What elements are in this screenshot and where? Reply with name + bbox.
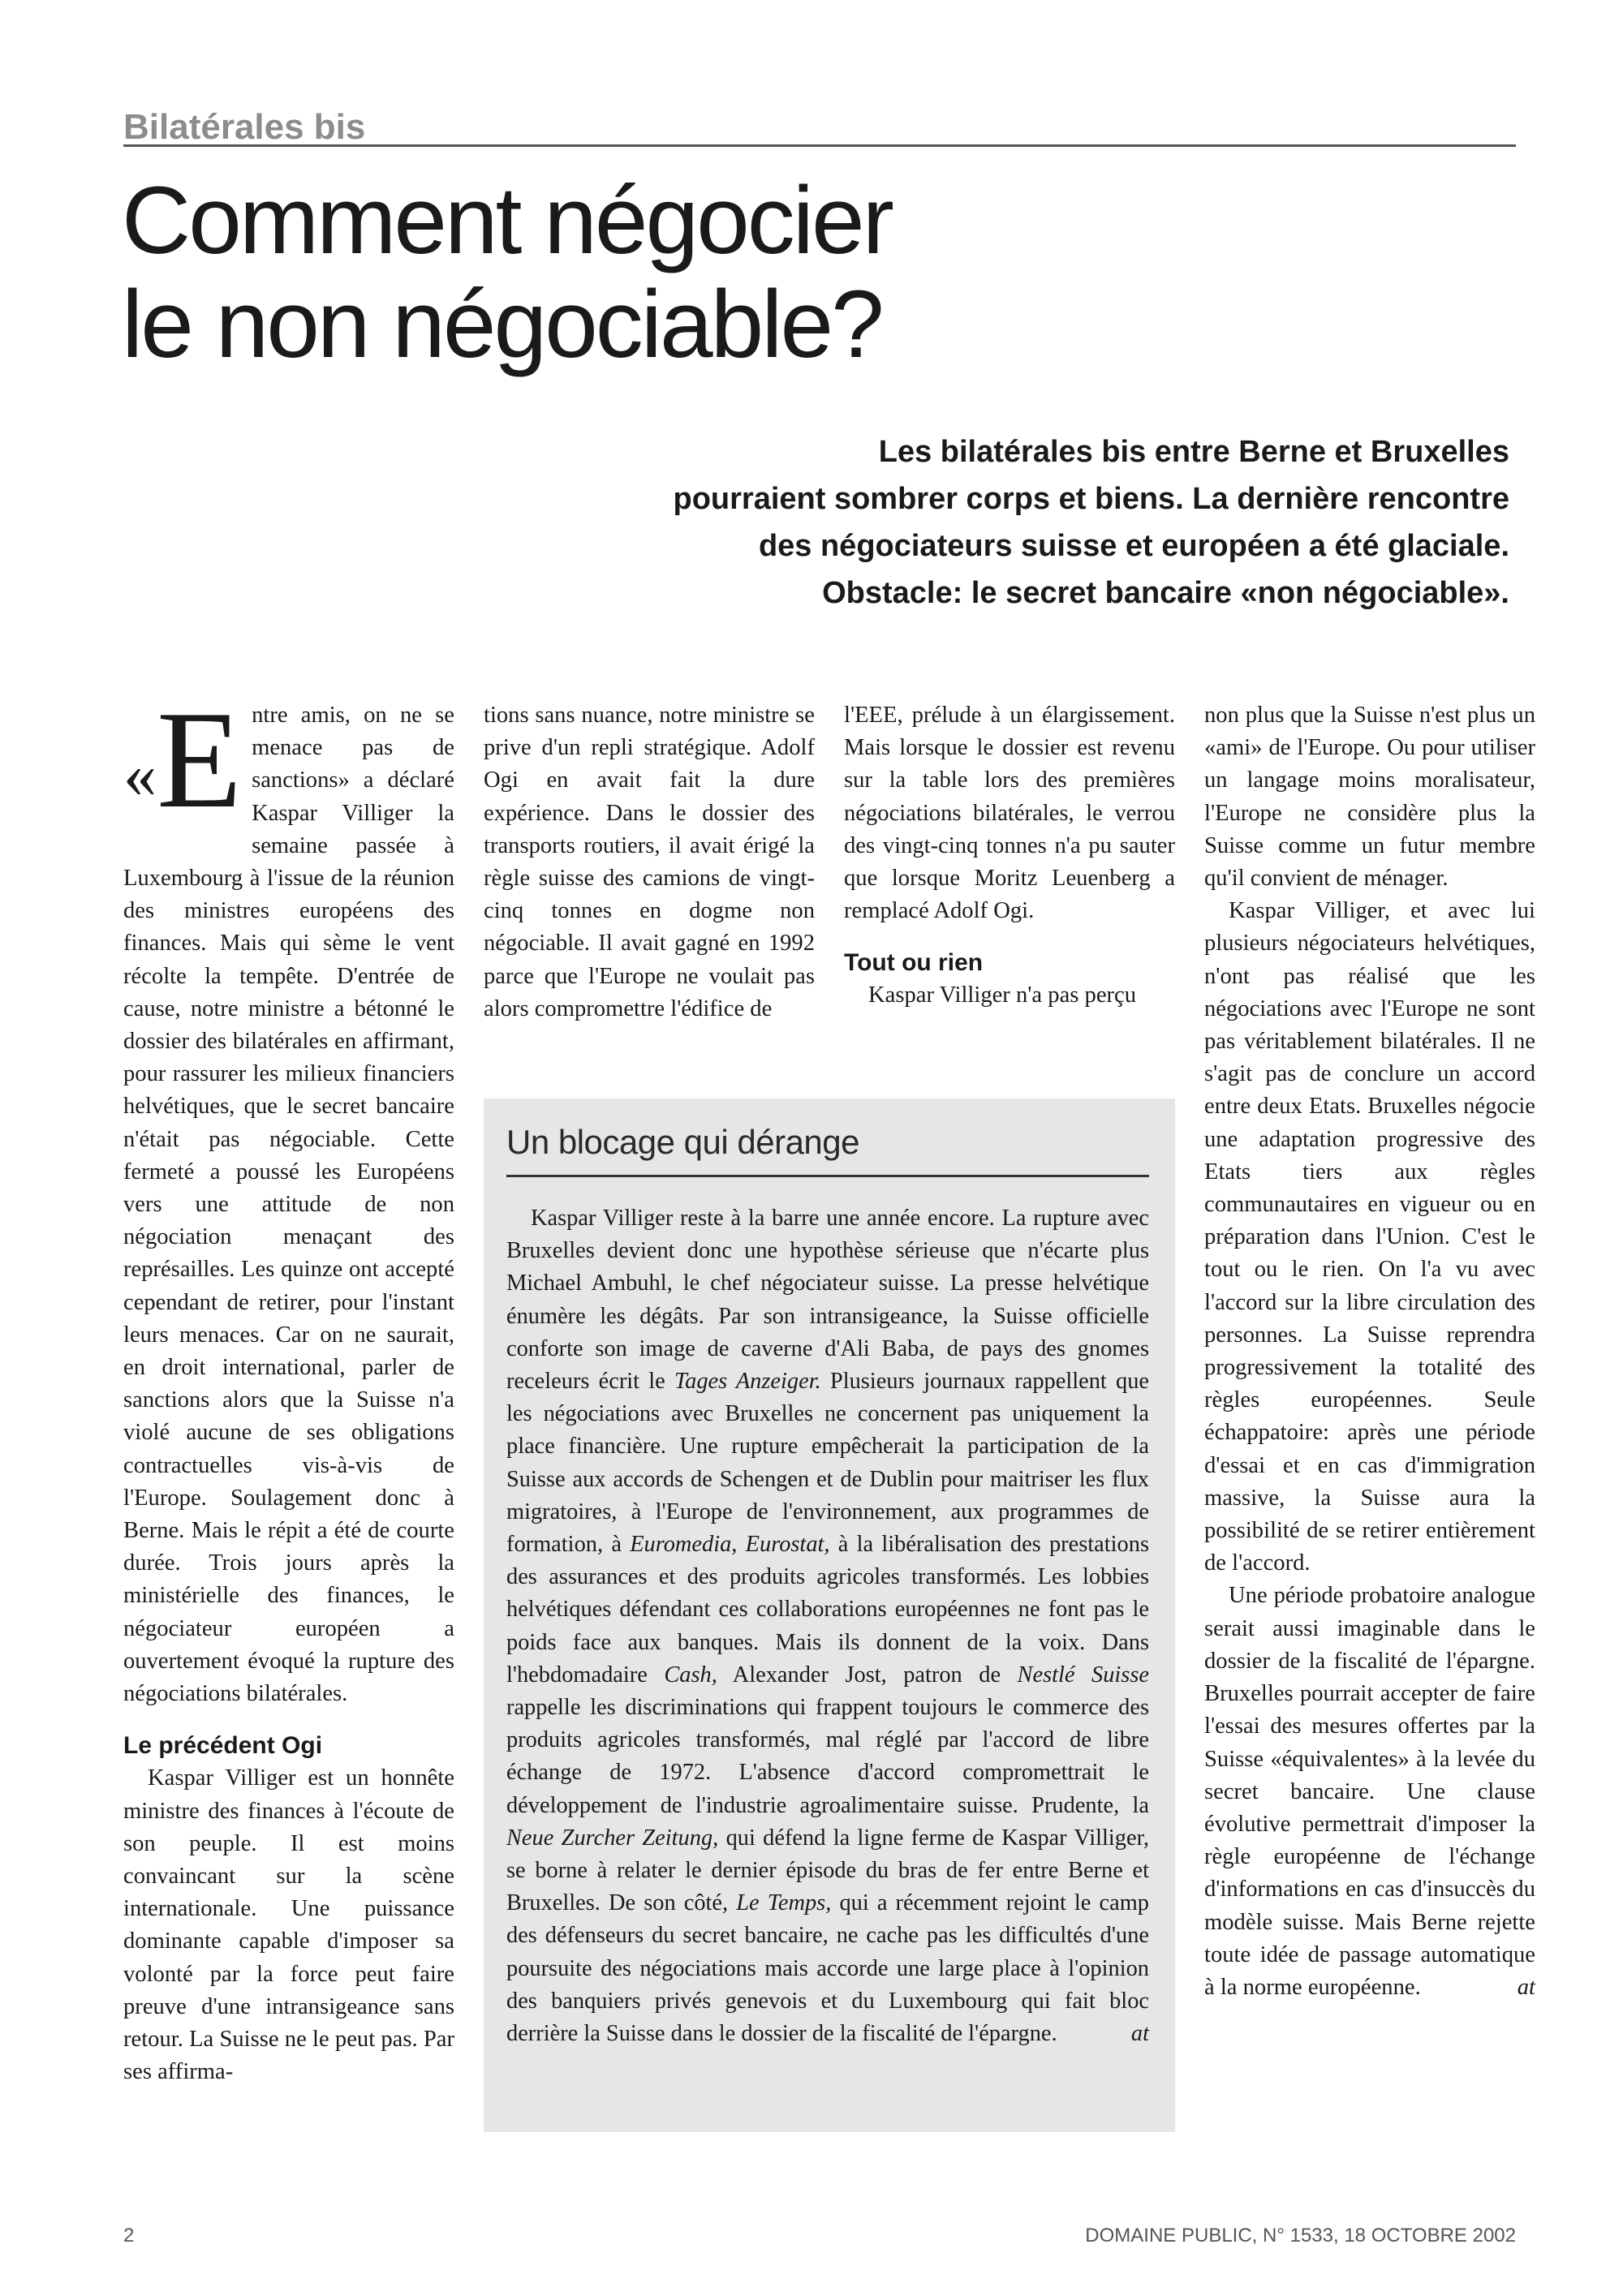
subheading-precedent-ogi: Le précédent Ogi [123, 1732, 323, 1760]
sidebar-signature: at [1130, 2021, 1149, 2047]
headline [122, 169, 1339, 376]
section-rubric: Bilatérales bis [123, 104, 1516, 147]
article-paragraph: Kaspar Villiger n'a pas perçu [868, 982, 1137, 1008]
sidebar-italic-text: Cash, [664, 1662, 717, 1688]
paragraph-text: Une période probatoire analogue serait aussi imaginable dans le dossier de la fiscalité de l'épargne. Bruxelles pourrait accepter de faire l'essai des mesures offertes par la Suisse «équivalentes» à la levée du secret bancaire. Une clause évolutive permettrait d'imposer la règle européenne de l'échange d'informations en cas d'insuccès du modèle suisse. Mais Berne rejette toute idée de passage automatique à la norme européenne. [1204, 1583, 1535, 2000]
sidebar-italic-text: Neue Zurcher Zeitung, [506, 1825, 719, 1851]
drop-cap [123, 683, 243, 837]
article-signature: at [1517, 1974, 1535, 2000]
sidebar-text: qui a récemment rejoint le camp des défenseurs du secret bancaire, ne cache pas les difficultés d'une poursuite des négociations mais accorde une large place à l'opinion des banquiers privés genevois et du Luxembourg qui fait bloc derrière la Suisse dans le dossier de la fiscalité de l'épargne. [506, 1890, 1149, 2047]
sidebar-body [506, 1202, 1149, 2050]
sidebar-italic-text: Euromedia, Eurostat, [630, 1532, 830, 1558]
lead-line-1: Les bilatérales bis entre Berne et Bruxelles [878, 435, 1509, 469]
sidebar-text: qui défend la ligne ferme de Kaspar Villiger, se borne à relater le dernier épisode du bras de fer entre Berne et Bruxelles. De son côté, [506, 1825, 1149, 1916]
sidebar-italic-text: Nestlé Suisse [1017, 1662, 1149, 1688]
subheading-tout-ou-rien: Tout ou rien [844, 949, 984, 977]
headline-line-2: le non négociable? [122, 271, 882, 378]
article-paragraph: Kaspar Villiger est un honnête ministre des finances à l'écoute de son peuple. Il est moins convaincant sur la scène internationale. Une puissance dominante capable d'imposer sa volonté par la force peut faire preuve d'une intransigeance sans retour. La Suisse ne le peut pas. Par ses affirma- [123, 1765, 454, 2085]
sidebar-title: Un blocage qui dérange [506, 1121, 1149, 1177]
sidebar-text: rappelle les discriminations qui frappent toujours le commerce des produits agricoles transformés, mal réglé par l'accord de libre échange de 1972. L'absence d'accord compromettrait le développement de l'industrie agroalimentaire suisse. Prudente, la [506, 1695, 1149, 1818]
article-paragraph: l'EEE, prélude à un élargissement. Mais lorsque le dossier est revenu sur la table lors des premières négociations bilatérales, le verrou des vingt-cinq tonnes n'a pu sauter que lorsque Moritz Leuenberg a remplacé Adolf Ogi. [844, 703, 1175, 924]
article-column-4 [1204, 699, 1535, 2004]
sidebar-paragraph [506, 1202, 1149, 2050]
sidebar-text: à la libéralisation des prestations des assurances et des produits agricoles transformés. Les lobbies helvétiques défendant ces collaborations européennes ne font pas le poids face aux banques. Mais ils donnent de la voix. Dans l'hebdomadaire [506, 1532, 1149, 1688]
sidebar-box [484, 1099, 1175, 2132]
article-paragraph: Kaspar Villiger, et avec lui plusieurs négociateurs helvétiques, n'ont pas réalisé que les négociations avec l'Europe ne sont pas véritablement bilatérales. Il ne s'agit pas de conclure un accord entre deux Etats. Bruxelles négocie une adaptation progressive des Etats tiers aux règles communautaires en vigueur ou en préparation dans l'Union. C'est le tout ou le rien. On l'a vu avec l'accord sur la libre circulation des personnes. La Suisse reprendra progressivement la totalité des règles européennes. Seule échappatoire: après une période d'essai et en cas d'immigration massive, la Suisse aura la possibilité de se retirer entièrement de l'accord. [1204, 898, 1535, 1576]
drop-cap-quote: « [123, 737, 157, 811]
sidebar-text: Plusieurs journaux rappellent que les négociations avec Bruxelles ne concernent pas uniquement la place financière. Une rupture empêcherait la participation de la Suisse aux accords de Schengen et de Dublin pour maitriser les flux migratoires, à l'Europe de l'environnement, aux programmes de formation, à [506, 1369, 1149, 1558]
article-column-1 [123, 683, 454, 2088]
sidebar-italic-text: Le Temps, [736, 1890, 832, 1916]
lead-line-4: Obstacle: le secret bancaire «non négociable». [822, 576, 1509, 610]
page-number: 2 [123, 2225, 135, 2247]
lead-paragraph [454, 428, 1509, 617]
paragraph-text: ntre amis, on ne se menace pas de sanctions» a déclaré Kaspar Villiger la semaine passée à Luxembourg à l'issue de la réunion des ministres européens des finances. Mais qui sème le vent récolte la tempête. D'entrée de cause, notre ministre a bétonné le dossier des bilatérales en affirmant, pour rassurer les milieux financiers helvétiques, que le secret bancaire n'était pas négociable. Cette fermeté a poussé les Européens vers une attitude de non négociation menaçant des représailles. Les quinze ont accepté cependant de retirer, pour l'instant leurs menaces. Car on ne saurait, en droit international, parler de sanctions alors que la Suisse n'a violé aucune de ses obligations contractuelles vis-à-vis de l'Europe. Soulagement donc à Berne. Mais le répit a été de courte durée. Trois jours après la ministérielle des finances, le négociateur européen a ouvertement évoqué la rupture des négociations bilatérales. [123, 703, 454, 1707]
lead-line-3: des négociateurs suisse et européen a été glaciale. [758, 529, 1509, 563]
publication-footer: DOMAINE PUBLIC, N° 1533, 18 OCTOBRE 2002 [1085, 2225, 1516, 2247]
article-paragraph: non plus que la Suisse n'est plus un «ami» de l'Europe. Ou pour utiliser un langage moins moralisateur, l'Europe ne considère plus la Suisse comme un futur membre qu'il convient de ménager. [1204, 703, 1535, 892]
headline-line-1: Comment négocier [122, 167, 892, 274]
article-column-3 [844, 699, 1175, 1013]
sidebar-italic-text: Tages Anzeiger. [674, 1369, 821, 1395]
sidebar-text: Kaspar Villiger reste à la barre une année encore. La rupture avec Bruxelles devient donc une hypothèse sérieuse que n'écarte plus Michael Ambuhl, le chef négociateur suisse. La presse helvétique énumère les dégâts. Par son intransigeance, la Suisse officielle conforte son image de caverne d'Ali Baba, de pays des gnomes receleurs écrit le [506, 1206, 1149, 1395]
sidebar-text: Alexander Jost, patron de [717, 1662, 1018, 1688]
lead-line-2: pourraient sombrer corps et biens. La dernière rencontre [673, 482, 1509, 516]
article-column-2 [484, 699, 815, 1025]
article-paragraph [1204, 1580, 1535, 2004]
article-paragraph [123, 683, 454, 1710]
drop-cap-letter: E [157, 683, 243, 837]
article-paragraph: tions sans nuance, notre ministre se prive d'un repli stratégique. Adolf Ogi en avait fait la dure expérience. Dans le dossier des transports routiers, il avait érigé la règle suisse des camions de vingt-cinq tonnes en dogme non négociable. Il avait gagné en 1992 parce que l'Europe ne voulait pas alors compromettre l'édifice de [484, 703, 815, 1021]
